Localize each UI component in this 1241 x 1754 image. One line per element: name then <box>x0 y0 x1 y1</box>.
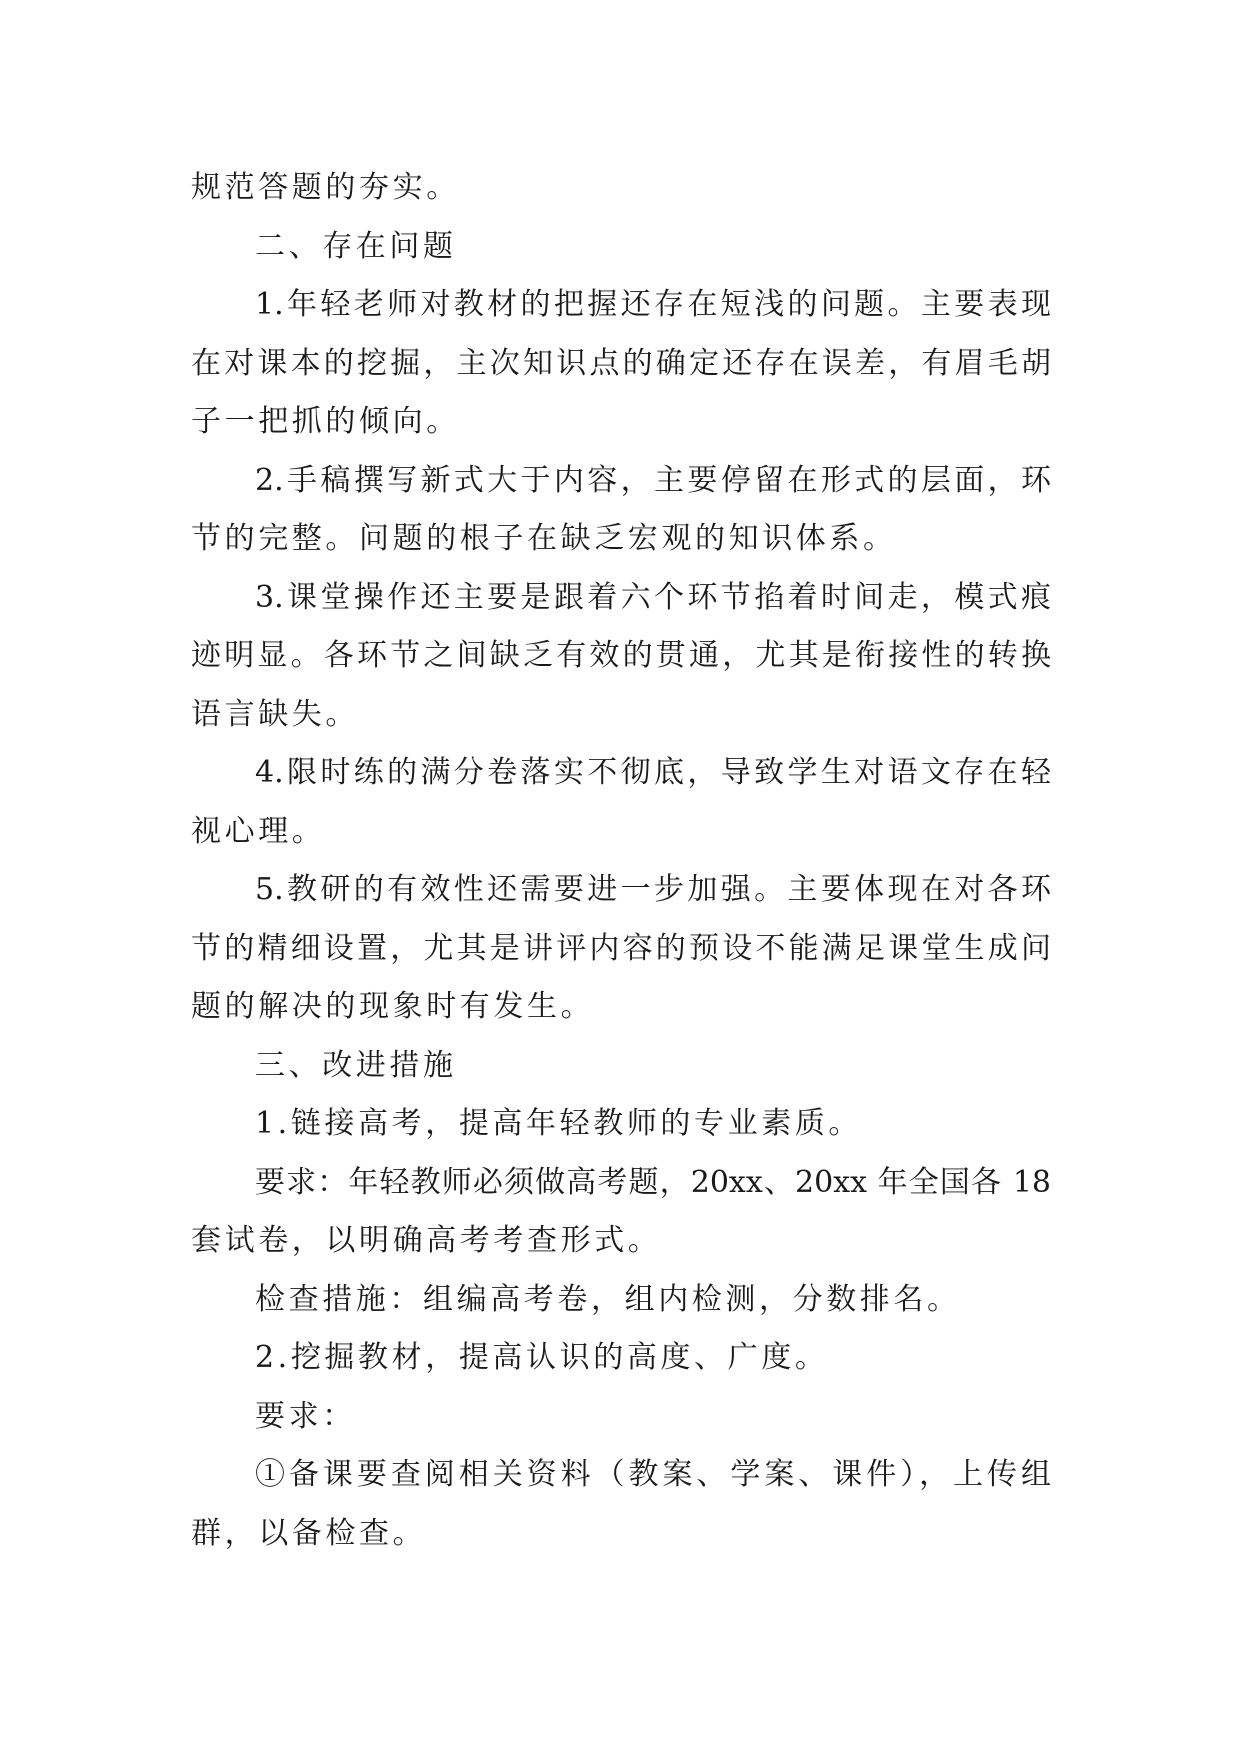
text-line: 群，以备检查。 <box>191 1515 427 1551</box>
text-line: ①备课要查阅相关资料（教案、学案、课件），上传组 <box>255 1457 1051 1492</box>
text-line: 3.课堂操作还主要是跟着六个环节掐着时间走，模式痕 <box>255 579 1051 615</box>
text-line: 检查措施：组编高考卷，组内检测，分数排名。 <box>255 1281 961 1317</box>
text-line: 二、存在问题 <box>255 228 457 264</box>
text-line: 规范答题的夯实。 <box>191 170 460 205</box>
text-line: 要求： <box>255 1398 356 1434</box>
text-line: 节的完整。问题的根子在缺乏宏观的知识体系。 <box>191 521 897 556</box>
text-line: 在对课本的挖掘，主次知识点的确定还存在误差，有眉毛胡 <box>191 345 1051 381</box>
text-line: 题的解决的现象时有发生。 <box>191 989 595 1024</box>
text-line: 套试卷，以明确高考考查形式。 <box>191 1223 662 1258</box>
text-line: 要求：年轻教师必须做高考题，20xx、20xx 年全国各 18 <box>255 1164 1051 1200</box>
text-line: 5.教研的有效性还需要进一步加强。主要体现在对各环 <box>255 872 1051 907</box>
text-line: 4.限时练的满分卷落实不彻底，导致学生对语文存在轻 <box>255 755 1051 790</box>
document-page <box>191 159 1051 1563</box>
text-line: 三、改进措施 <box>255 1047 457 1083</box>
text-line: 迹明显。各环节之间缺乏有效的贯通，尤其是衔接性的转换 <box>191 638 1051 673</box>
text-line: 子一把抓的倾向。 <box>191 404 460 439</box>
text-line: 1.链接高考，提高年轻教师的专业素质。 <box>255 1106 863 1141</box>
text-line: 视心理。 <box>191 813 326 849</box>
text-line: 节的精细设置，尤其是讲评内容的预设不能满足课堂生成问 <box>191 930 1051 966</box>
text-line: 1.年轻老师对教材的把握还存在短浅的问题。主要表现 <box>255 287 1051 322</box>
text-line: 2.挖掘教材，提高认识的高度、广度。 <box>255 1340 829 1375</box>
text-line: 2.手稿撰写新式大于内容，主要停留在形式的层面，环 <box>255 462 1051 498</box>
text-line: 语言缺失。 <box>191 696 359 732</box>
